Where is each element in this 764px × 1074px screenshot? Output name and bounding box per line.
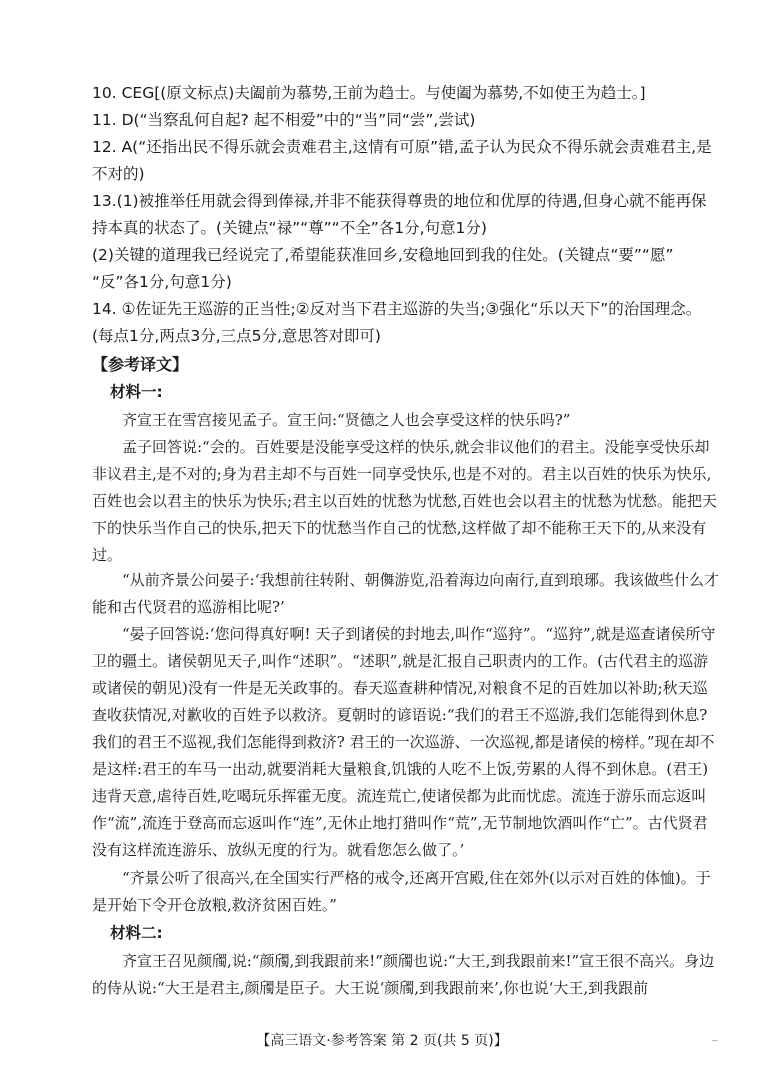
answer-12-line2: 不对的) (92, 165, 145, 183)
scan-mark (712, 1040, 718, 1041)
material-1-paragraph: 孟子回答说:“会的。百姓要是没能享受这样的快乐,就会非议他们的君主。没能享受快乐却非议君主,是不对的;身为君主却不与百姓一同享受快乐,也是不对的。君主以百姓的快乐为快乐,百姓也会以君主的快乐为快乐;君主以百姓的忧愁为忧愁,百姓也会以君主的忧愁为忧愁。能把天下的快乐当作自己的快乐,把天下的忧愁当作自己的忧愁,这样做了却不能称王天下的,从来没有过。 (92, 438, 717, 564)
reference-translation-heading: 【参考译文】 (92, 355, 189, 374)
material-1-title: 材料一: (110, 383, 163, 401)
material-1-paragraph: 齐宣王在雪宫接见孟子。宣王问:“贤德之人也会享受这样的快乐吗?” (122, 411, 571, 429)
material-1-paragraph: “齐景公听了很高兴,在全国实行严格的戒令,还离开宫殿,住在郊外(以示对百姓的体恤)。于是开始下令开仓放粮,救济贫困百姓。” (92, 869, 711, 914)
answer-12-line1: 12. A(“还指出民不得乐就会责难君主,这情有可原”错,孟子认为民众不得乐就会责难君主,是 (92, 138, 712, 156)
answer-13-1-line1: 13.(1)被推举任用就会得到俸禄,并非不能获得尊贵的地位和优厚的待遇,但身心就不能再保 (92, 192, 707, 210)
material-1-paragraph: “从前齐景公问晏子:‘我想前往转附、朝儛游览,沿着海边向南行,直到琅琊。我该做些什么才能和古代贤君的巡游相比呢?’ (92, 571, 720, 616)
answer-13-2-line1: (2)关键的道理我已经说完了,希望能获准回乡,安稳地回到我的住处。(关键点“要”“愿” (92, 246, 674, 264)
answer-10: 10. CEG[(原文标点)夫阖前为慕势,王前为趋士。与使阖为慕势,不如使王为趋士。] (92, 84, 646, 102)
answer-11: 11. D(“当察乱何自起? 起不相爱”中的“当”同“尝”,尝试) (92, 111, 476, 129)
page-footer: 【高三语文·参考答案 第 2 页(共 5 页)】 (256, 1033, 508, 1049)
answer-13-2-line2: “反”各1分,句意1分) (92, 273, 232, 291)
material-1-paragraph: “晏子回答说:‘您问得真好啊! 天子到诸侯的封地去,叫作“巡狩”。“巡狩”,就是巡查诸侯所守卫的疆土。诸侯朝见天子,叫作“述职”。“述职”,就是汇报自己职责内的工作。(古代君主的巡游或诸侯的朝见)没有一件是无关政事的。春天巡查耕种情况,对粮食不足的百姓加以补助;秋天巡查收获情况,对歉收的百姓予以救济。夏朝时的谚语说:“我们的君王不巡游,我们怎能得到休息? 我们的君王不巡视,我们怎能得到救济? 君王的一次巡游、一次巡视,都是诸侯的榜样。”现在却不是这样:君王的车马一出动,就要消耗大量粮食,饥饿的人吃不上饭,劳累的人得不到休息。(君王)违背天意,虐待百姓,吃喝玩乐挥霍无度。流连荒亡,使诸侯都为此而忧虑。流连于游乐而忘返叫作“流”,流连于登高而忘返叫作“连”,无休止地打猎叫作“荒”,无节制地饮酒叫作“亡”。古代贤君没有这样流连游乐、放纵无度的行为。就看您怎么做了。’ (92, 625, 716, 859)
answer-14-line1: 14. ①佐证先王巡游的正当性;②反对当下君主巡游的失当;③强化“乐以天下”的治国理念。 (92, 300, 702, 318)
material-2-paragraph: 齐宣王召见颜斶,说:“颜斶,到我跟前来!”颜斶也说:“大王,到我跟前来!”宣王很不高兴。身边的侍从说:“大王是君主,颜斶是臣子。大王说‘颜斶,到我跟前来’,你也说‘大王,到我跟前 (92, 952, 715, 997)
answer-14-line2: (每点1分,两点3分,三点5分,意思答对即可) (92, 327, 381, 345)
material-2-title: 材料二: (110, 924, 163, 942)
answer-13-1-line2: 持本真的状态了。(关键点“禄”“尊”“不全”各1分,句意1分) (92, 219, 487, 237)
